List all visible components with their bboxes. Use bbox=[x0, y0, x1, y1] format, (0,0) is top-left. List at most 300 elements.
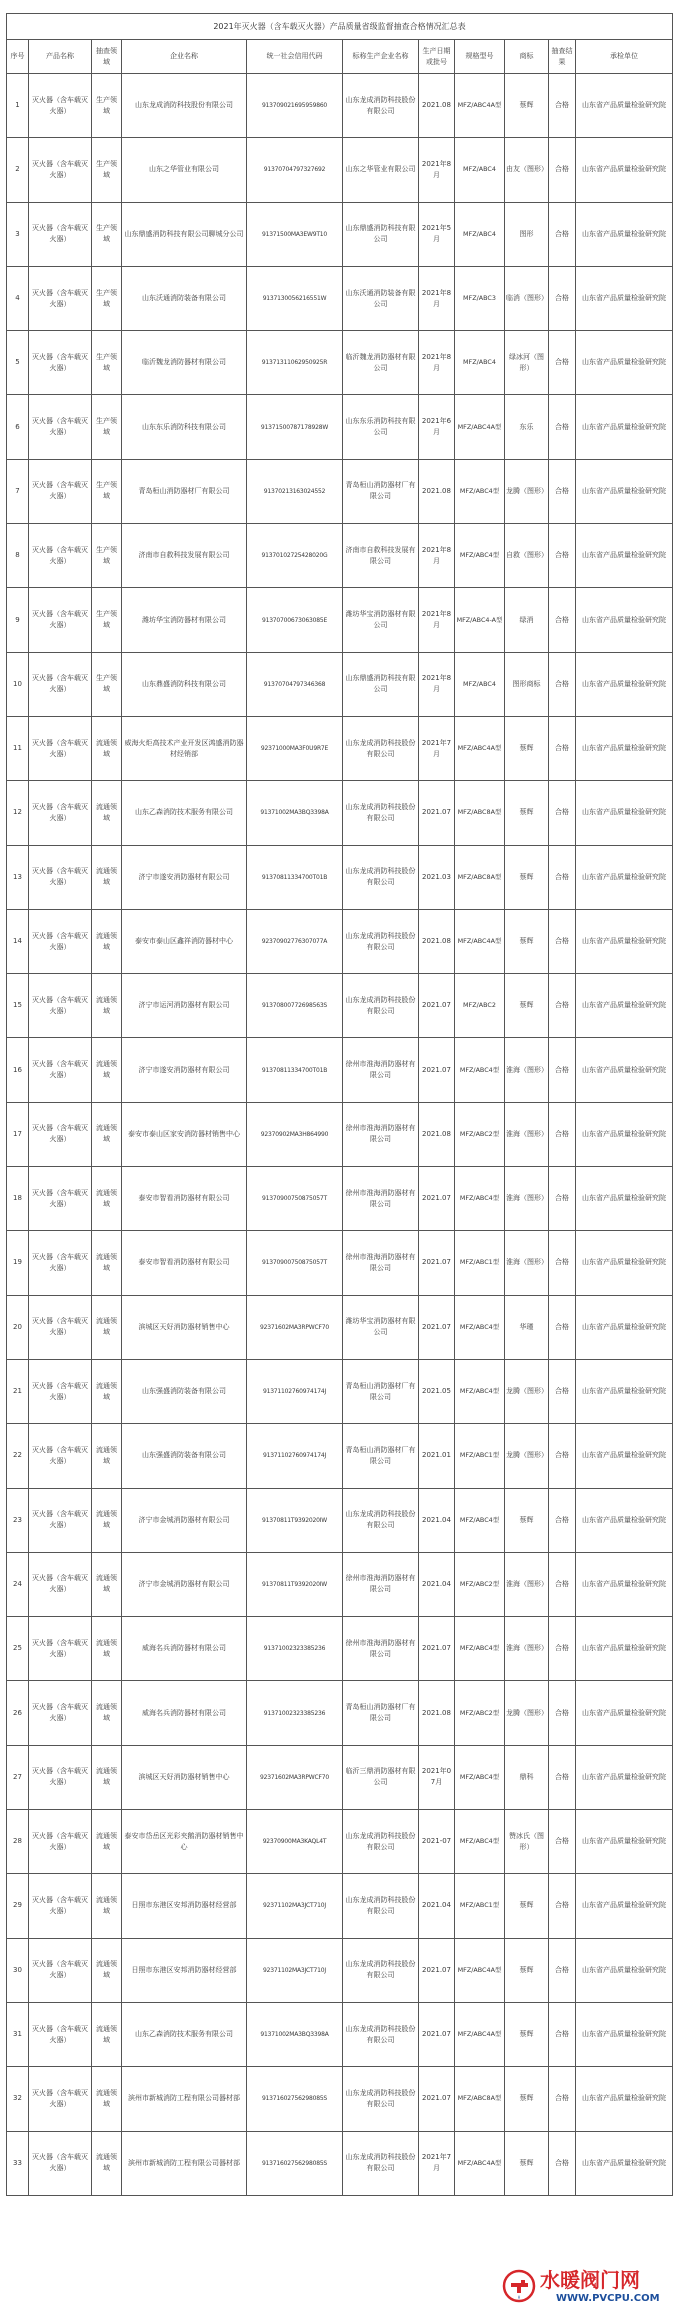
table-row bbox=[7, 202, 673, 266]
cell-date: 2021年7月 bbox=[419, 716, 455, 780]
cell-date: 2021年8月 bbox=[419, 652, 455, 716]
cell-date: 2021.07 bbox=[419, 1167, 455, 1231]
cell-model: MFZ/ABC4A型 bbox=[455, 2002, 505, 2066]
cell-date: 2021年6月 bbox=[419, 395, 455, 459]
cell-company: 济宁市遂安消防器材有限公司 bbox=[122, 1038, 247, 1102]
cell-manufacturer: 山东沃通消防装备有限公司 bbox=[343, 266, 419, 330]
cell-company: 泰安市泰山区家安消防器材销售中心 bbox=[122, 1102, 247, 1166]
cell-product: 灭火器（含车载灭火器） bbox=[29, 2067, 92, 2131]
cell-credit-code: 92371602MA3RPWCF70 bbox=[247, 1295, 343, 1359]
cell-inspector: 山东省产品质量检验研究院 bbox=[576, 1102, 673, 1166]
cell-index: 24 bbox=[7, 1552, 29, 1616]
cell-company: 滨州市新城消防工程有限公司器材部 bbox=[122, 2131, 247, 2195]
cell-manufacturer: 山东鼎盛消防科技有限公司 bbox=[343, 202, 419, 266]
cell-index: 21 bbox=[7, 1359, 29, 1423]
table-row bbox=[7, 588, 673, 652]
cell-brand: 蔡辉 bbox=[505, 845, 549, 909]
cell-model: MFZ/ABC4型 bbox=[455, 1745, 505, 1809]
cell-company: 山东鼎盛消防科技有限公司聊城分公司 bbox=[122, 202, 247, 266]
cell-inspector: 山东省产品质量检验研究院 bbox=[576, 1295, 673, 1359]
cell-domain: 流通领域 bbox=[92, 1295, 122, 1359]
cell-product: 灭火器（含车载灭火器） bbox=[29, 1938, 92, 2002]
cell-credit-code: 91371002MA3BQ3398A bbox=[247, 781, 343, 845]
cell-inspector: 山东省产品质量检验研究院 bbox=[576, 524, 673, 588]
table-row bbox=[7, 909, 673, 973]
cell-product: 灭火器（含车载灭火器） bbox=[29, 1617, 92, 1681]
cell-result: 合格 bbox=[549, 588, 576, 652]
cell-result: 合格 bbox=[549, 716, 576, 780]
table-row bbox=[7, 74, 673, 138]
cell-brand: 淮海（图形） bbox=[505, 1102, 549, 1166]
cell-index: 27 bbox=[7, 1745, 29, 1809]
inspection-summary-sheet bbox=[6, 13, 672, 2196]
cell-company: 滨城区天好消防器材销售中心 bbox=[122, 1745, 247, 1809]
cell-brand: 由友（图形） bbox=[505, 138, 549, 202]
table-row bbox=[7, 1359, 673, 1423]
table-row bbox=[7, 459, 673, 523]
cell-result: 合格 bbox=[549, 909, 576, 973]
cell-manufacturer: 山东龙成消防科技股份有限公司 bbox=[343, 1938, 419, 2002]
cell-manufacturer: 临沂三鼎消防器材有限公司 bbox=[343, 1745, 419, 1809]
cell-product: 灭火器（含车载灭火器） bbox=[29, 974, 92, 1038]
cell-company: 滨城区天好消防器材销售中心 bbox=[122, 1295, 247, 1359]
cell-domain: 流通领域 bbox=[92, 2131, 122, 2195]
cell-date: 2021.08 bbox=[419, 909, 455, 973]
cell-model: MFZ/ABC4型 bbox=[455, 1167, 505, 1231]
cell-index: 31 bbox=[7, 2002, 29, 2066]
cell-result: 合格 bbox=[549, 1810, 576, 1874]
cell-credit-code: 91370800772698563S bbox=[247, 974, 343, 1038]
watermark-site-url: WWW.PVCPU.COM bbox=[556, 2293, 660, 2304]
cell-index: 30 bbox=[7, 1938, 29, 2002]
col-header-model: 规格型号 bbox=[455, 40, 505, 74]
table-row bbox=[7, 1874, 673, 1938]
cell-manufacturer: 山东龙成消防科技股份有限公司 bbox=[343, 2002, 419, 2066]
cell-date: 2021.07 bbox=[419, 974, 455, 1038]
cell-result: 合格 bbox=[549, 974, 576, 1038]
cell-inspector: 山东省产品质量检验研究院 bbox=[576, 588, 673, 652]
cell-manufacturer: 山东龙成消防科技股份有限公司 bbox=[343, 909, 419, 973]
cell-date: 2021.03 bbox=[419, 845, 455, 909]
cell-product: 灭火器（含车载灭火器） bbox=[29, 331, 92, 395]
cell-date: 2021.08 bbox=[419, 459, 455, 523]
cell-index: 32 bbox=[7, 2067, 29, 2131]
cell-index: 10 bbox=[7, 652, 29, 716]
cell-domain: 流通领域 bbox=[92, 2067, 122, 2131]
cell-brand: 蔡辉 bbox=[505, 74, 549, 138]
cell-brand: 蔡辉 bbox=[505, 2002, 549, 2066]
cell-company: 济宁市运河消防器材有限公司 bbox=[122, 974, 247, 1038]
cell-domain: 流通领域 bbox=[92, 1810, 122, 1874]
cell-result: 合格 bbox=[549, 1102, 576, 1166]
table-row bbox=[7, 395, 673, 459]
cell-manufacturer: 山东龙成消防科技股份有限公司 bbox=[343, 974, 419, 1038]
cell-domain: 流通领域 bbox=[92, 1552, 122, 1616]
cell-manufacturer: 徐州市淮海消防器材有限公司 bbox=[343, 1038, 419, 1102]
table-row bbox=[7, 1102, 673, 1166]
cell-brand: 蔡辉 bbox=[505, 2131, 549, 2195]
cell-domain: 生产领域 bbox=[92, 588, 122, 652]
cell-model: MFZ/ABC4型 bbox=[455, 459, 505, 523]
cell-manufacturer: 山东龙成消防科技股份有限公司 bbox=[343, 1810, 419, 1874]
cell-result: 合格 bbox=[549, 1359, 576, 1423]
cell-manufacturer: 山东龙成消防科技股份有限公司 bbox=[343, 2131, 419, 2195]
table-row bbox=[7, 2067, 673, 2131]
cell-company: 威海火炬高技术产业开发区鸿盛消防器材经销部 bbox=[122, 716, 247, 780]
cell-result: 合格 bbox=[549, 781, 576, 845]
cell-date: 2021.01 bbox=[419, 1424, 455, 1488]
col-header-result: 抽查结果 bbox=[549, 40, 576, 74]
cell-manufacturer: 徐州市淮海消防器材有限公司 bbox=[343, 1102, 419, 1166]
cell-company: 泰安市岱岳区光彩夹鹅消防器材销售中心 bbox=[122, 1810, 247, 1874]
cell-domain: 生产领域 bbox=[92, 331, 122, 395]
cell-company: 山东东乐消防科技有限公司 bbox=[122, 395, 247, 459]
cell-inspector: 山东省产品质量检验研究院 bbox=[576, 974, 673, 1038]
cell-product: 灭火器（含车载灭火器） bbox=[29, 1359, 92, 1423]
cell-company: 济南市自救科技发展有限公司 bbox=[122, 524, 247, 588]
cell-brand: 龙腾（图形） bbox=[505, 1359, 549, 1423]
cell-inspector: 山东省产品质量检验研究院 bbox=[576, 138, 673, 202]
cell-brand: 蔡辉 bbox=[505, 716, 549, 780]
table-title: 2021年灭火器（含车载灭火器）产品质量省级监督抽查合格情况汇总表 bbox=[6, 13, 673, 39]
cell-credit-code: 91371102760974174J bbox=[247, 1424, 343, 1488]
cell-manufacturer: 临沂魏龙消防器材有限公司 bbox=[343, 331, 419, 395]
cell-model: MFZ/ABC1型 bbox=[455, 1231, 505, 1295]
col-header-company: 企业名称 bbox=[122, 40, 247, 74]
table-row bbox=[7, 1617, 673, 1681]
cell-domain: 流通领域 bbox=[92, 1424, 122, 1488]
cell-brand: 淮海（图形） bbox=[505, 1167, 549, 1231]
cell-credit-code: 92371602MA3RPWCF70 bbox=[247, 1745, 343, 1809]
cell-product: 灭火器（含车载灭火器） bbox=[29, 524, 92, 588]
cell-domain: 流通领域 bbox=[92, 2002, 122, 2066]
cell-result: 合格 bbox=[549, 1617, 576, 1681]
cell-domain: 流通领域 bbox=[92, 1745, 122, 1809]
cell-model: MFZ/ABC4型 bbox=[455, 1038, 505, 1102]
col-header-inspector: 承检单位 bbox=[576, 40, 673, 74]
cell-credit-code: 92371102MA3JCT710J bbox=[247, 1874, 343, 1938]
cell-manufacturer: 山东龙成消防科技股份有限公司 bbox=[343, 716, 419, 780]
cell-domain: 流通领域 bbox=[92, 1874, 122, 1938]
cell-manufacturer: 徐州市淮海消防器材有限公司 bbox=[343, 1552, 419, 1616]
cell-credit-code: 92370902MA3H864990 bbox=[247, 1102, 343, 1166]
cell-model: MFZ/ABC8A型 bbox=[455, 781, 505, 845]
cell-date: 2021.07 bbox=[419, 1295, 455, 1359]
cell-date: 2021.08 bbox=[419, 1681, 455, 1745]
cell-company: 青岛桓山消防器材厂有限公司 bbox=[122, 459, 247, 523]
cell-domain: 流通领域 bbox=[92, 716, 122, 780]
cell-credit-code: 91370900750875057T bbox=[247, 1167, 343, 1231]
cell-manufacturer: 山东鼎盛消防科技有限公司 bbox=[343, 652, 419, 716]
table-row bbox=[7, 331, 673, 395]
cell-domain: 生产领域 bbox=[92, 395, 122, 459]
cell-product: 灭火器（含车载灭火器） bbox=[29, 1424, 92, 1488]
cell-model: MFZ/ABC2型 bbox=[455, 1681, 505, 1745]
cell-credit-code: 92371000MA3F0U9R7E bbox=[247, 716, 343, 780]
cell-brand: 淮海（图形） bbox=[505, 1038, 549, 1102]
cell-date: 2021.05 bbox=[419, 1359, 455, 1423]
cell-company: 威海名兵消防器材有限公司 bbox=[122, 1617, 247, 1681]
cell-model: MFZ/ABC4型 bbox=[455, 1359, 505, 1423]
cell-brand: 蔡辉 bbox=[505, 909, 549, 973]
cell-manufacturer: 潍坊华宝消防器材有限公司 bbox=[343, 1295, 419, 1359]
cell-model: MFZ/ABC2 bbox=[455, 974, 505, 1038]
cell-product: 灭火器（含车载灭火器） bbox=[29, 716, 92, 780]
cell-domain: 生产领域 bbox=[92, 459, 122, 523]
table-row bbox=[7, 1810, 673, 1874]
cell-credit-code: 9137130056216551W bbox=[247, 266, 343, 330]
table-row bbox=[7, 266, 673, 330]
col-header-date: 生产日期或批号 bbox=[419, 40, 455, 74]
cell-credit-code: 91371002323385236 bbox=[247, 1681, 343, 1745]
cell-inspector: 山东省产品质量检验研究院 bbox=[576, 1617, 673, 1681]
cell-manufacturer: 山东龙成消防科技股份有限公司 bbox=[343, 1874, 419, 1938]
cell-domain: 流通领域 bbox=[92, 909, 122, 973]
cell-model: MFZ/ABC4A型 bbox=[455, 74, 505, 138]
cell-domain: 生产领域 bbox=[92, 74, 122, 138]
cell-company: 山东乙森消防技术服务有限公司 bbox=[122, 781, 247, 845]
cell-result: 合格 bbox=[549, 524, 576, 588]
cell-credit-code: 92371102MA3JCT710J bbox=[247, 1938, 343, 2002]
cell-inspector: 山东省产品质量检验研究院 bbox=[576, 1424, 673, 1488]
cell-manufacturer: 潍坊华宝消防器材有限公司 bbox=[343, 588, 419, 652]
cell-index: 9 bbox=[7, 588, 29, 652]
cell-brand: 赞冰氏（图形） bbox=[505, 1810, 549, 1874]
cell-company: 泰安市智看消防器材有限公司 bbox=[122, 1167, 247, 1231]
col-header-product: 产品名称 bbox=[29, 40, 92, 74]
cell-result: 合格 bbox=[549, 1038, 576, 1102]
cell-brand: 蔡辉 bbox=[505, 1938, 549, 2002]
table-row bbox=[7, 1745, 673, 1809]
cell-product: 灭火器（含车载灭火器） bbox=[29, 781, 92, 845]
cell-credit-code: 91370213163024552 bbox=[247, 459, 343, 523]
cell-domain: 流通领域 bbox=[92, 1231, 122, 1295]
cell-product: 灭火器（含车载灭火器） bbox=[29, 1167, 92, 1231]
cell-inspector: 山东省产品质量检验研究院 bbox=[576, 1938, 673, 2002]
table-row bbox=[7, 781, 673, 845]
cell-model: MFZ/ABC2型 bbox=[455, 1102, 505, 1166]
cell-index: 22 bbox=[7, 1424, 29, 1488]
cell-company: 滨州市新城消防工程有限公司器材部 bbox=[122, 2067, 247, 2131]
cell-manufacturer: 山东龙成消防科技股份有限公司 bbox=[343, 74, 419, 138]
cell-date: 2021.08 bbox=[419, 1102, 455, 1166]
cell-index: 15 bbox=[7, 974, 29, 1038]
cell-credit-code: 91370811334700T01B bbox=[247, 845, 343, 909]
cell-date: 2021.04 bbox=[419, 1874, 455, 1938]
cell-inspector: 山东省产品质量检验研究院 bbox=[576, 1359, 673, 1423]
cell-date: 2021年8月 bbox=[419, 266, 455, 330]
table-row bbox=[7, 1681, 673, 1745]
cell-company: 日照市东港区安邦消防器材经营部 bbox=[122, 1938, 247, 2002]
cell-date: 2021年8月 bbox=[419, 331, 455, 395]
table-row bbox=[7, 652, 673, 716]
cell-date: 2021年8月 bbox=[419, 524, 455, 588]
table-row bbox=[7, 2131, 673, 2195]
cell-inspector: 山东省产品质量检验研究院 bbox=[576, 652, 673, 716]
cell-manufacturer: 山东龙成消防科技股份有限公司 bbox=[343, 2067, 419, 2131]
cell-index: 28 bbox=[7, 1810, 29, 1874]
table-body bbox=[7, 74, 673, 2196]
cell-company: 泰安市泰山区鑫祥消防器材中心 bbox=[122, 909, 247, 973]
cell-model: MFZ/ABC1型 bbox=[455, 1424, 505, 1488]
cell-company: 临沂魏龙消防器材有限公司 bbox=[122, 331, 247, 395]
cell-product: 灭火器（含车载灭火器） bbox=[29, 138, 92, 202]
cell-date: 2021.07 bbox=[419, 2002, 455, 2066]
header-row bbox=[7, 40, 673, 74]
col-header-index: 序号 bbox=[7, 40, 29, 74]
cell-index: 17 bbox=[7, 1102, 29, 1166]
cell-result: 合格 bbox=[549, 266, 576, 330]
cell-index: 2 bbox=[7, 138, 29, 202]
cell-domain: 流通领域 bbox=[92, 1038, 122, 1102]
cell-credit-code: 92370902776307077A bbox=[247, 909, 343, 973]
cell-product: 灭火器（含车载灭火器） bbox=[29, 74, 92, 138]
cell-domain: 流通领域 bbox=[92, 1938, 122, 2002]
table-row bbox=[7, 845, 673, 909]
cell-credit-code: 91371002MA3BQ3398A bbox=[247, 2002, 343, 2066]
cell-credit-code: 91371002323385236 bbox=[247, 1617, 343, 1681]
watermark bbox=[500, 2265, 675, 2309]
cell-index: 8 bbox=[7, 524, 29, 588]
cell-result: 合格 bbox=[549, 2067, 576, 2131]
table-row bbox=[7, 2002, 673, 2066]
cell-model: MFZ/ABC4型 bbox=[455, 1810, 505, 1874]
cell-product: 灭火器（含车载灭火器） bbox=[29, 2131, 92, 2195]
cell-manufacturer: 山东龙成消防科技股份有限公司 bbox=[343, 1488, 419, 1552]
cell-model: MFZ/ABC8A型 bbox=[455, 845, 505, 909]
table-row bbox=[7, 716, 673, 780]
cell-date: 2021年7月 bbox=[419, 2131, 455, 2195]
cell-credit-code: 91370811334700T01B bbox=[247, 1038, 343, 1102]
cell-product: 灭火器（含车载灭火器） bbox=[29, 909, 92, 973]
col-header-manufacturer: 标称生产企业名称 bbox=[343, 40, 419, 74]
cell-brand: 龙腾（图形） bbox=[505, 459, 549, 523]
col-header-brand: 商标 bbox=[505, 40, 549, 74]
cell-model: MFZ/ABC4A型 bbox=[455, 909, 505, 973]
cell-brand: 鼎科 bbox=[505, 1745, 549, 1809]
table-row bbox=[7, 1295, 673, 1359]
cell-company: 山东沃通消防装备有限公司 bbox=[122, 266, 247, 330]
cell-domain: 生产领域 bbox=[92, 524, 122, 588]
cell-brand: 龙腾（图形） bbox=[505, 1681, 549, 1745]
cell-domain: 流通领域 bbox=[92, 1617, 122, 1681]
cell-result: 合格 bbox=[549, 845, 576, 909]
cell-result: 合格 bbox=[549, 1488, 576, 1552]
cell-model: MFZ/ABC1型 bbox=[455, 1874, 505, 1938]
cell-company: 山东强盛消防装备有限公司 bbox=[122, 1359, 247, 1423]
cell-brand: 东乐 bbox=[505, 395, 549, 459]
cell-inspector: 山东省产品质量检验研究院 bbox=[576, 1488, 673, 1552]
cell-inspector: 山东省产品质量检验研究院 bbox=[576, 909, 673, 973]
cell-manufacturer: 山东之华管业有限公司 bbox=[343, 138, 419, 202]
cell-product: 灭火器（含车载灭火器） bbox=[29, 1874, 92, 1938]
cell-index: 13 bbox=[7, 845, 29, 909]
cell-manufacturer: 山东龙成消防科技股份有限公司 bbox=[343, 845, 419, 909]
cell-result: 合格 bbox=[549, 1167, 576, 1231]
cell-brand: 图形商标 bbox=[505, 652, 549, 716]
cell-model: MFZ/ABC4 bbox=[455, 652, 505, 716]
cell-inspector: 山东省产品质量检验研究院 bbox=[576, 266, 673, 330]
cell-inspector: 山东省产品质量检验研究院 bbox=[576, 1167, 673, 1231]
cell-index: 7 bbox=[7, 459, 29, 523]
cell-date: 2021.08 bbox=[419, 74, 455, 138]
inspection-table bbox=[6, 13, 673, 2196]
cell-company: 泰安市智看消防器材有限公司 bbox=[122, 1231, 247, 1295]
cell-brand: 蔡辉 bbox=[505, 1874, 549, 1938]
table-row bbox=[7, 1167, 673, 1231]
cell-date: 2021.07 bbox=[419, 2067, 455, 2131]
cell-domain: 流通领域 bbox=[92, 1102, 122, 1166]
table-row bbox=[7, 1938, 673, 2002]
cell-domain: 流通领域 bbox=[92, 1488, 122, 1552]
cell-date: 2021.07 bbox=[419, 1231, 455, 1295]
cell-brand: 淮海（图形） bbox=[505, 1617, 549, 1681]
table-row bbox=[7, 1488, 673, 1552]
cell-inspector: 山东省产品质量检验研究院 bbox=[576, 2002, 673, 2066]
cell-brand: 蔡辉 bbox=[505, 1488, 549, 1552]
cell-brand: 蔡辉 bbox=[505, 2067, 549, 2131]
cell-inspector: 山东省产品质量检验研究院 bbox=[576, 845, 673, 909]
cell-date: 2021.04 bbox=[419, 1552, 455, 1616]
cell-result: 合格 bbox=[549, 2002, 576, 2066]
cell-result: 合格 bbox=[549, 1938, 576, 2002]
cell-brand: 临消（图形） bbox=[505, 266, 549, 330]
cell-model: MFZ/ABC4A型 bbox=[455, 395, 505, 459]
cell-credit-code: 91370102725428020G bbox=[247, 524, 343, 588]
cell-index: 14 bbox=[7, 909, 29, 973]
cell-manufacturer: 济南市自救科技发展有限公司 bbox=[343, 524, 419, 588]
cell-domain: 生产领域 bbox=[92, 266, 122, 330]
cell-brand: 图形 bbox=[505, 202, 549, 266]
cell-inspector: 山东省产品质量检验研究院 bbox=[576, 395, 673, 459]
cell-credit-code: 91371500MA3EW9T10 bbox=[247, 202, 343, 266]
cell-inspector: 山东省产品质量检验研究院 bbox=[576, 1552, 673, 1616]
cell-date: 2021年07月 bbox=[419, 1745, 455, 1809]
cell-domain: 生产领域 bbox=[92, 652, 122, 716]
cell-manufacturer: 徐州市淮海消防器材有限公司 bbox=[343, 1231, 419, 1295]
cell-result: 合格 bbox=[549, 1552, 576, 1616]
cell-credit-code: 91371602756298085S bbox=[247, 2131, 343, 2195]
cell-index: 1 bbox=[7, 74, 29, 138]
cell-manufacturer: 青岛桓山消防器材厂有限公司 bbox=[343, 1359, 419, 1423]
cell-date: 2021.07 bbox=[419, 1038, 455, 1102]
cell-manufacturer: 青岛桓山消防器材厂有限公司 bbox=[343, 1424, 419, 1488]
cell-inspector: 山东省产品质量检验研究院 bbox=[576, 74, 673, 138]
table-row bbox=[7, 1038, 673, 1102]
cell-product: 灭火器（含车载灭火器） bbox=[29, 1102, 92, 1166]
cell-model: MFZ/ABC3 bbox=[455, 266, 505, 330]
cell-credit-code: 91371602756298085S bbox=[247, 2067, 343, 2131]
cell-index: 20 bbox=[7, 1295, 29, 1359]
table-row bbox=[7, 138, 673, 202]
table-row bbox=[7, 974, 673, 1038]
cell-domain: 流通领域 bbox=[92, 974, 122, 1038]
cell-inspector: 山东省产品质量检验研究院 bbox=[576, 1810, 673, 1874]
cell-brand: 绿消 bbox=[505, 588, 549, 652]
cell-company: 日照市东港区安邦消防器材经营部 bbox=[122, 1874, 247, 1938]
col-header-domain: 抽查领域 bbox=[92, 40, 122, 74]
cell-company: 山东鼎盛消防科技有限公司 bbox=[122, 652, 247, 716]
cell-index: 6 bbox=[7, 395, 29, 459]
cell-index: 19 bbox=[7, 1231, 29, 1295]
cell-model: MFZ/ABC4-A型 bbox=[455, 588, 505, 652]
cell-credit-code: 91370704797346368 bbox=[247, 652, 343, 716]
cell-product: 灭火器（含车载灭火器） bbox=[29, 588, 92, 652]
cell-product: 灭火器（含车载灭火器） bbox=[29, 459, 92, 523]
cell-credit-code: 91370811T9392020IW bbox=[247, 1488, 343, 1552]
cell-product: 灭火器（含车载灭火器） bbox=[29, 1295, 92, 1359]
cell-product: 灭火器（含车载灭火器） bbox=[29, 1038, 92, 1102]
